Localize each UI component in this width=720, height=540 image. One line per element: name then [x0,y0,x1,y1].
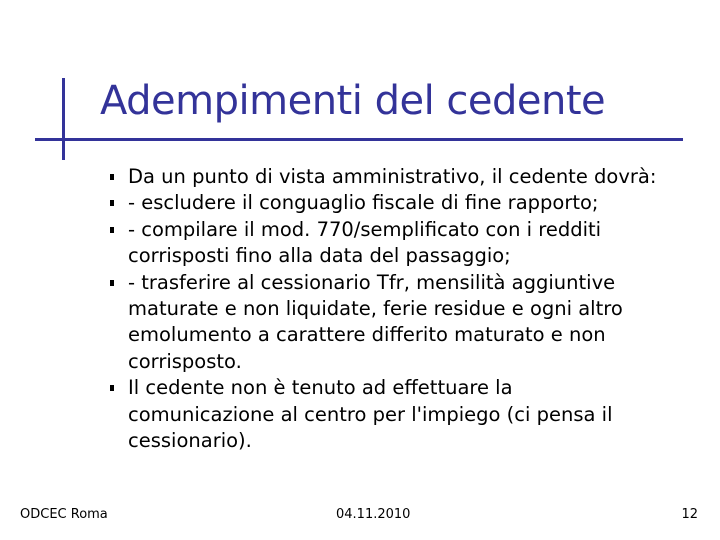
title-vertical-rule [62,78,65,160]
bullet-text: Da un punto di vista amministrativo, il cedente dovrà: [128,165,657,188]
title-horizontal-rule [35,138,683,141]
bullet-marker-icon [110,200,114,206]
bullet-text: - compilare il mod. 770/semplificato con i redditi corrisposti fino alla data del passaggio; [128,217,602,268]
bullet-item [110,190,710,216]
bullet-marker-icon [110,174,114,180]
bullet-item [110,270,710,376]
bullet-list [110,164,710,454]
footer-organization: ODCEC Roma [20,507,108,522]
footer-page-number: 12 [681,507,698,522]
bullet-marker-icon [110,385,114,391]
bullet-text: - escludere il conguaglio fiscale di fine rapporto; [128,191,599,215]
bullet-item [110,217,710,270]
slide-title: Adempimenti del cedente [100,78,606,124]
bullet-item [110,375,710,454]
footer-date: 04.11.2010 [336,507,411,522]
bullet-text: Il cedente non è tenuto ad effettuare la comunicazione al centro per l'impiego (ci pensa il cessionario). [128,376,613,453]
bullet-text: - trasferire al cessionario Tfr, mensilità aggiuntive maturate e non liquidate, ferie residue e ogni altro emolumento a carattere differito maturato e non corrisposto. [128,270,623,373]
bullet-marker-icon [110,280,114,286]
bullet-marker-icon [110,227,114,233]
bullet-item [110,164,710,190]
